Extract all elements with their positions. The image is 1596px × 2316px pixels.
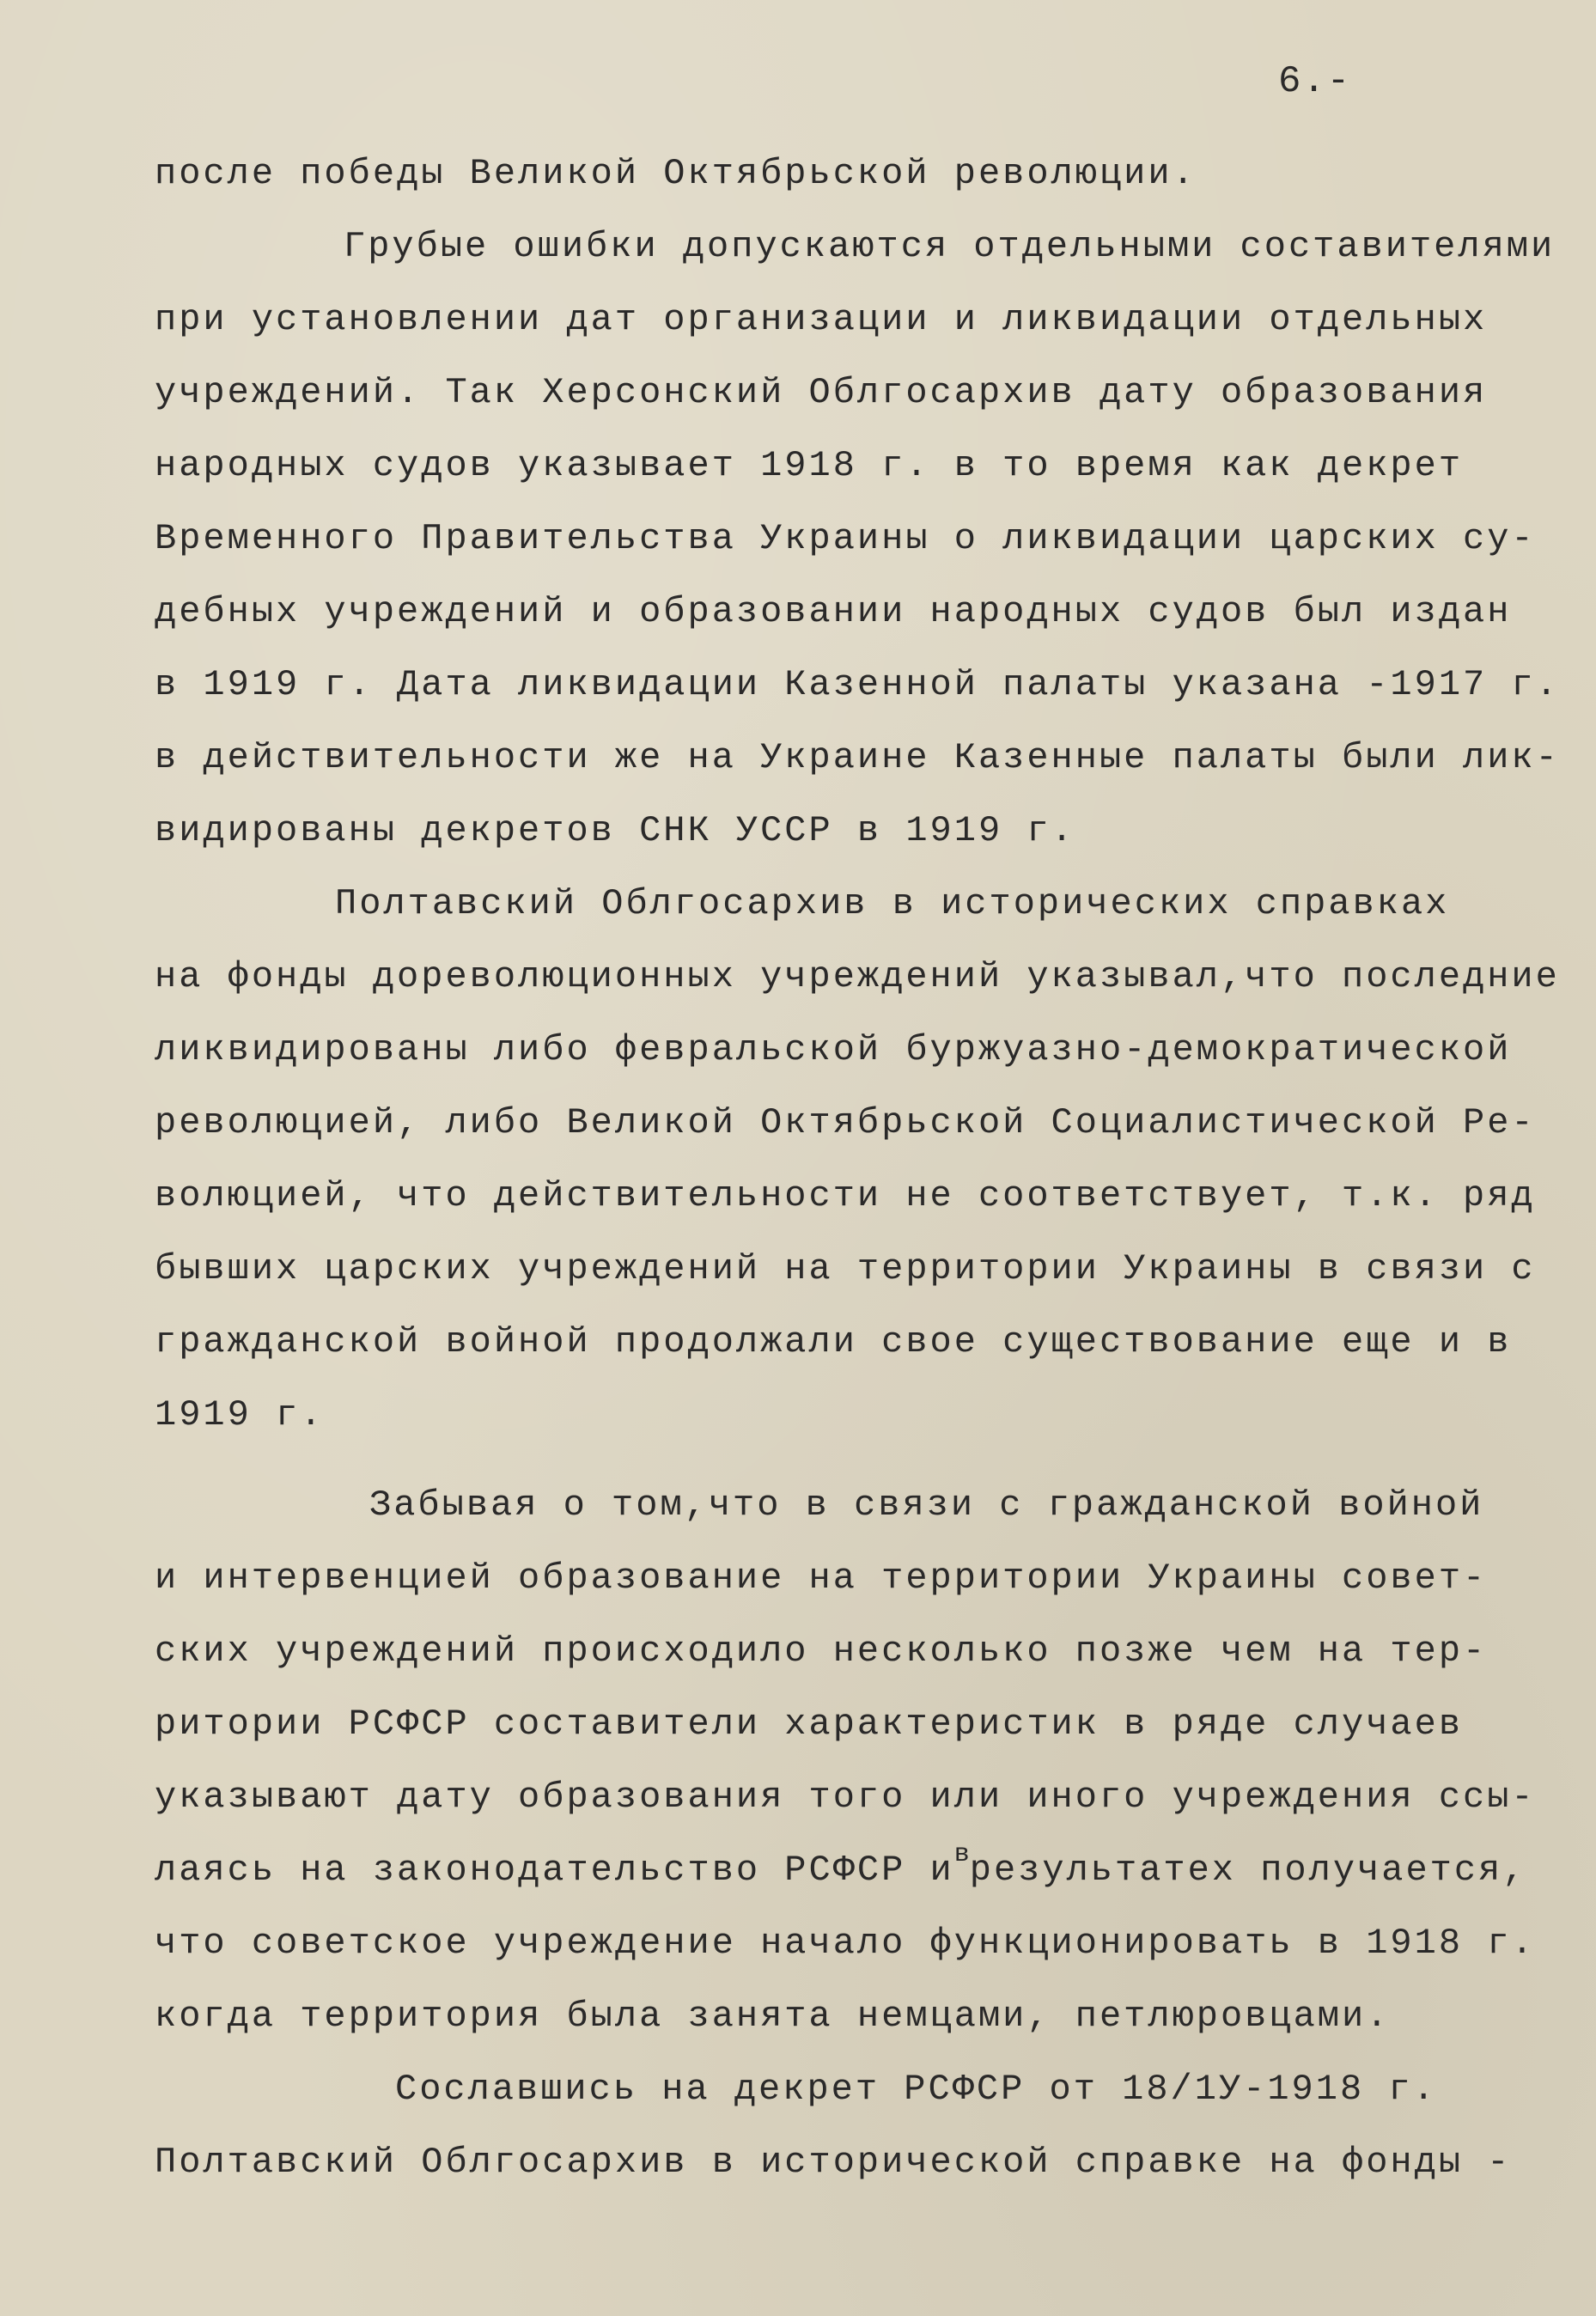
- text-segment: лаясь на законодательство РСФСР и: [155, 1850, 954, 1891]
- text-line: ритории РСФСР составители характеристик в ряде случаев: [155, 1703, 1464, 1745]
- text-line: гражданской войной продолжали свое существование еще и в: [155, 1321, 1512, 1362]
- document-body: [155, 137, 1560, 2199]
- text-line: когда территория была занята немцами, петлюровцами.: [155, 1996, 1391, 2037]
- text-line: учреждений. Так Херсонский Облгосархив дату образования: [155, 372, 1488, 413]
- text-line: дебных учреждений и образовании народных судов был издан: [155, 591, 1512, 632]
- text-line: в действительности же на Украине Казенные палаты были лик-: [155, 737, 1560, 778]
- text-line: после победы Великой Октябрьской революции.: [155, 153, 1197, 194]
- text-line: Забывая о том,что в связи с гражданской войной: [369, 1484, 1484, 1526]
- text-line: указывают дату образования того или иного учреждения ссы-: [155, 1777, 1536, 1818]
- text-line: Полтавский Облгосархив в исторической справке на фонды -: [155, 2142, 1512, 2183]
- text-line: при установлении дат организации и ликвидации отдельных: [155, 299, 1488, 340]
- text-line: и интервенцией образование на территории Украины совет-: [155, 1557, 1488, 1599]
- page-number: 6.-: [1278, 60, 1352, 103]
- text-line: ских учреждений происходило несколько позже чем на тер-: [155, 1630, 1488, 1672]
- text-line: Полтавский Облгосархив в исторических справках: [335, 883, 1450, 924]
- text-line: [155, 1834, 1529, 1907]
- superscript-insertion: в: [953, 1840, 970, 1869]
- text-line: что советское учреждение начало функционировать в 1918 г.: [155, 1923, 1536, 1964]
- text-line: Грубые ошибки допускаются отдельными составителями: [344, 226, 1556, 267]
- text-line: революцией, либо Великой Октябрьской Социалистической Ре-: [155, 1102, 1536, 1143]
- text-line: видированы декретов СНК УССР в 1919 г.: [155, 810, 1075, 851]
- text-line: Сославшись на декрет РСФСР от 18/1У-1918 г.: [395, 2069, 1437, 2110]
- text-line: на фонды дореволюционных учреждений указывал,что последние: [155, 956, 1560, 997]
- text-line: бывших царских учреждений на территории Украины в связи с: [155, 1248, 1536, 1289]
- text-line: волюцией, что действительности не соответствует, т.к. ряд: [155, 1175, 1536, 1216]
- text-segment: результатех получается,: [969, 1850, 1527, 1891]
- text-line: народных судов указывает 1918 г. в то время как декрет: [155, 445, 1464, 486]
- text-line: в 1919 г. Дата ликвидации Казенной палаты указана -1917 г.: [155, 664, 1560, 705]
- text-line: ликвидированы либо февральской буржуазно-демократической: [155, 1029, 1512, 1070]
- text-line: Временного Правительства Украины о ликвидации царских су-: [155, 518, 1536, 559]
- text-line: 1919 г.: [155, 1394, 325, 1435]
